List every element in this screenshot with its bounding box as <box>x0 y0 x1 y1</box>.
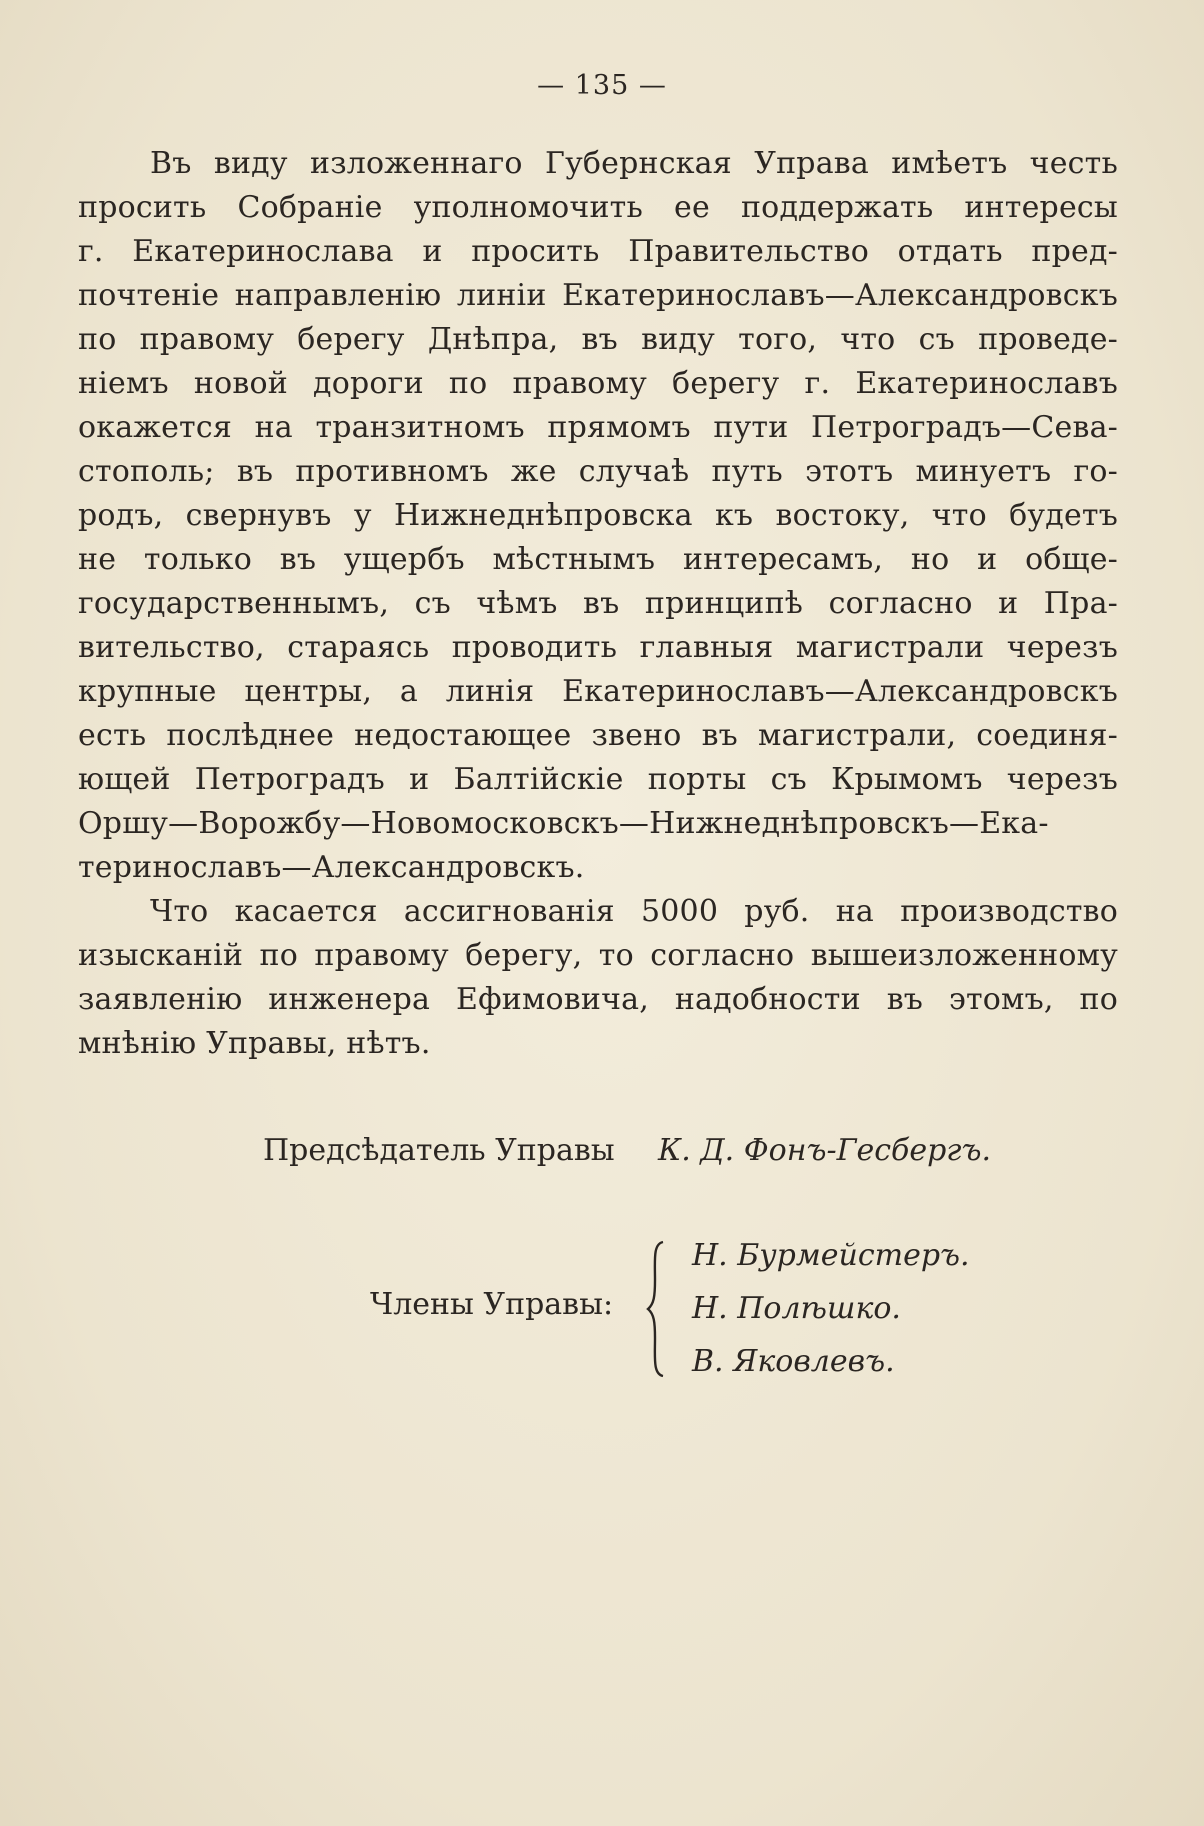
text-line: стополь; въ противномъ же случаѣ путь этотъ минуетъ го- <box>78 454 1118 489</box>
text-line: крупные центры, а линія Екатеринославъ—Александровскъ <box>78 674 1118 709</box>
curly-brace-icon <box>645 1240 669 1378</box>
text-line: родъ, свернувъ у Нижнеднѣпровска къ востоку, что будетъ <box>78 498 1118 533</box>
text-line: заявленію инженера Ефимовича, надобности въ этомъ, по <box>78 982 1118 1017</box>
text-line: Что касается ассигнованія 5000 руб. на производство <box>150 894 1118 929</box>
text-line: изысканій по правому берегу, то согласно вышеизложенному <box>78 938 1118 973</box>
text-line: Оршу—Ворожбу—Новомосковскъ—Нижнеднѣпровскъ—Ека- <box>78 806 1049 841</box>
text-line: есть послѣднее недостающее звено въ магистрали, соединя- <box>78 718 1118 753</box>
text-line: вительство, стараясь проводить главныя магистрали черезъ <box>78 630 1118 665</box>
text-line: ющей Петроградъ и Балтійскіе порты съ Крымомъ черезъ <box>78 762 1118 797</box>
text-line: просить Собраніе уполномочить ее поддержать интересы <box>78 190 1118 225</box>
text-line: теринославъ—Александровскъ. <box>78 850 585 885</box>
text-line: ніемъ новой дороги по правому берегу г. Екатеринославъ <box>78 366 1118 401</box>
member-name: Н. Бурмейстеръ. <box>692 1238 970 1273</box>
member-name: Н. Полѣшко. <box>692 1291 901 1326</box>
text-line: почтеніе направленію линіи Екатеринославъ—Александровскъ <box>78 278 1118 313</box>
members-label: Члены Управы: <box>370 1287 614 1322</box>
page-number: — 135 — <box>537 70 667 101</box>
chairman-name: К. Д. Фонъ-Гесбергъ. <box>658 1133 991 1168</box>
text-line: Въ виду изложеннаго Губернская Управа имѣетъ честь <box>150 146 1118 181</box>
text-line: мнѣнію Управы, нѣтъ. <box>78 1026 431 1061</box>
text-line: государственнымъ, съ чѣмъ въ принципѣ согласно и Пра- <box>78 586 1118 621</box>
text-line: окажется на транзитномъ прямомъ пути Петроградъ—Сева- <box>78 410 1118 445</box>
text-line: не только въ ущербъ мѣстнымъ интересамъ, но и обще- <box>78 542 1118 577</box>
chairman-label: Предсѣдатель Управы <box>263 1133 615 1168</box>
text-line: г. Екатеринослава и просить Правительство отдать пред- <box>78 234 1118 269</box>
member-name: В. Яковлевъ. <box>692 1344 895 1379</box>
paragraph-1 <box>78 142 1118 890</box>
body-text <box>78 142 1118 1066</box>
text-line: по правому берегу Днѣпра, въ виду того, что съ проведе- <box>78 322 1118 357</box>
paragraph-2 <box>78 890 1118 1066</box>
